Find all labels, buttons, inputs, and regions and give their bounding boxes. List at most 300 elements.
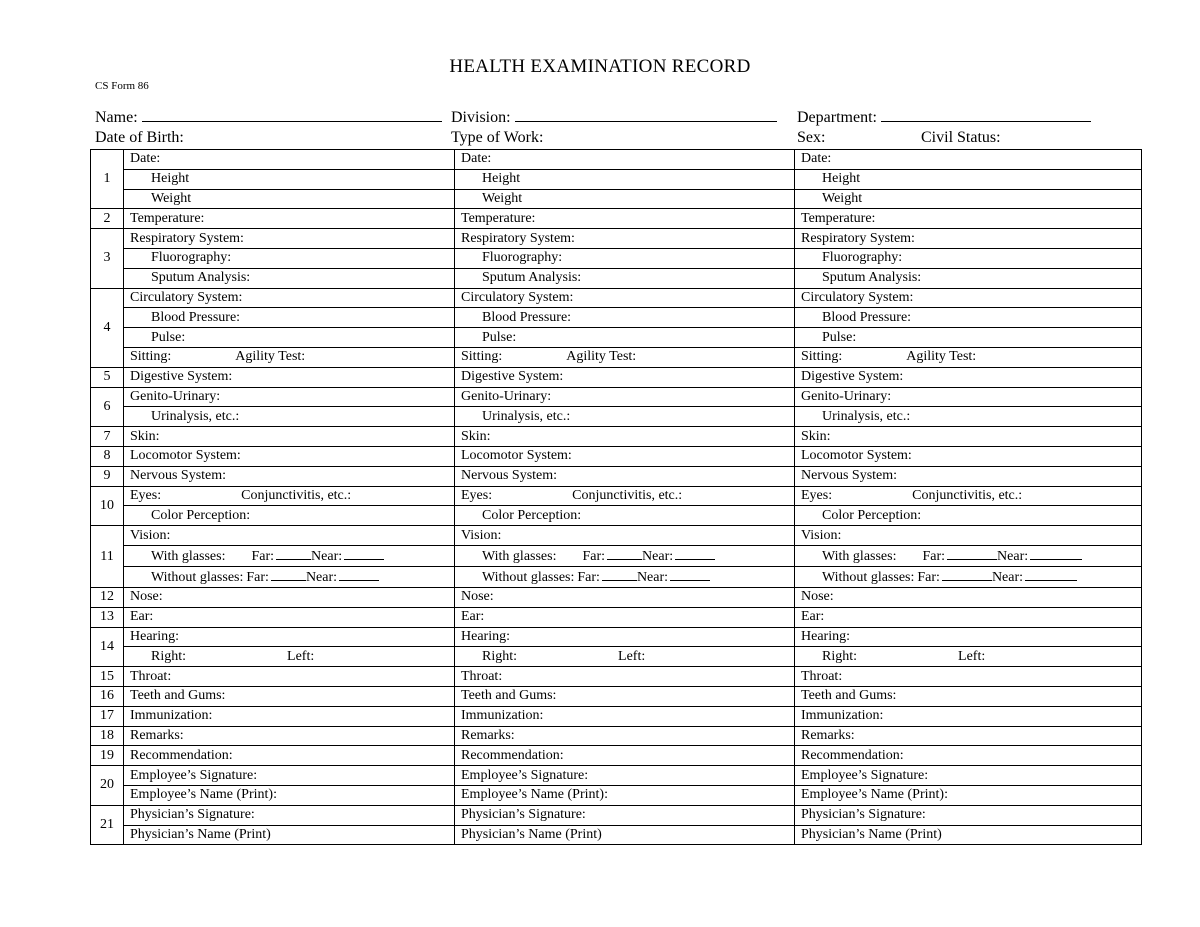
exam-cell-col-2[interactable] — [455, 506, 795, 526]
sitting-label: Sitting: — [801, 349, 843, 365]
conjunctivitis-label: Conjunctivitis, etc.: — [241, 487, 352, 503]
table-row — [91, 407, 1142, 427]
exam-cell-col-2[interactable] — [455, 686, 795, 706]
urinalysis-label: Urinalysis, etc.: — [482, 408, 571, 424]
exam-cell-col-2[interactable] — [455, 587, 795, 607]
weight-label: Weight — [151, 190, 192, 206]
emp-name-label: Employee’s Name (Print): — [130, 787, 277, 803]
cell-content — [801, 609, 824, 624]
exam-cell-col-1[interactable] — [124, 667, 455, 687]
exam-cell-col-3[interactable] — [795, 387, 1142, 407]
temperature-label: Temperature: — [130, 210, 205, 226]
exam-cell-col-2[interactable] — [455, 347, 795, 367]
cell-content — [801, 688, 896, 703]
exam-cell-col-1[interactable] — [124, 248, 455, 268]
phys-name-label: Physician’s Name (Print) — [130, 826, 271, 842]
cell-content — [801, 807, 926, 822]
table-row — [91, 308, 1142, 328]
exam-cell-col-1[interactable] — [124, 686, 455, 706]
exam-cell-col-1[interactable] — [124, 486, 455, 506]
cell-content — [130, 768, 257, 783]
hearing-label: Hearing: — [461, 628, 510, 644]
cell-content — [801, 827, 942, 842]
cell-content — [461, 807, 586, 822]
remarks-label: Remarks: — [130, 727, 184, 743]
fluorography-label: Fluorography: — [482, 250, 563, 266]
blank-line[interactable] — [344, 546, 384, 560]
work-label: Type of Work: — [451, 129, 544, 146]
cell-content — [130, 528, 170, 543]
exam-cell-col-1[interactable] — [124, 506, 455, 526]
exam-cell-col-3[interactable] — [795, 308, 1142, 328]
exam-cell-col-1[interactable] — [124, 607, 455, 627]
cell-content — [130, 269, 250, 287]
name-line[interactable] — [142, 107, 442, 122]
hearing-label: Hearing: — [130, 628, 179, 644]
blank-line[interactable] — [339, 567, 379, 581]
exam-cell-col-2[interactable] — [455, 526, 795, 546]
pulse-label: Pulse: — [822, 329, 857, 345]
cell-content — [130, 329, 185, 347]
exam-cell-col-2[interactable] — [455, 169, 795, 189]
without-glasses-label: Without glasses: — [151, 569, 244, 585]
color-perception-label: Color Perception: — [482, 507, 582, 523]
cell-content — [461, 211, 535, 226]
form-number: CS Form 86 — [95, 80, 149, 92]
exam-cell-col-2[interactable] — [455, 288, 795, 308]
cell-content — [461, 329, 516, 347]
exam-cell-col-2[interactable] — [455, 545, 795, 566]
cell-content — [801, 528, 841, 543]
cell-content — [130, 429, 160, 444]
exam-cell-col-1[interactable] — [124, 367, 455, 387]
far-label: Far: — [246, 569, 269, 585]
cell-content — [130, 589, 163, 604]
cell-content — [130, 787, 277, 802]
pulse-label: Pulse: — [151, 329, 186, 345]
exam-cell-col-3[interactable] — [795, 466, 1142, 486]
exam-cell-col-3[interactable] — [795, 446, 1142, 466]
blank-line[interactable] — [942, 567, 992, 581]
department-field[interactable] — [797, 107, 1091, 127]
exam-cell-col-3[interactable] — [795, 169, 1142, 189]
department-line[interactable] — [881, 107, 1091, 122]
cell-content — [801, 768, 928, 783]
exam-cell-col-1[interactable] — [124, 328, 455, 348]
table-row — [91, 328, 1142, 348]
recommendation-label: Recommendation: — [130, 747, 233, 763]
name-label: Name: — [95, 109, 138, 126]
blank-line[interactable] — [1025, 567, 1077, 581]
locomotor-label: Locomotor System: — [130, 448, 241, 464]
cell-content — [461, 408, 570, 426]
digestive-label: Digestive System: — [130, 369, 233, 385]
exam-cell-col-3[interactable] — [795, 587, 1142, 607]
cell-content — [801, 507, 921, 525]
far-label: Far: — [922, 548, 946, 564]
eyes-label: Eyes: — [461, 487, 493, 503]
exam-cell-col-2[interactable] — [455, 367, 795, 387]
exam-cell-col-1[interactable] — [124, 407, 455, 427]
teeth-label: Teeth and Gums: — [801, 688, 897, 704]
cell-content — [461, 688, 556, 703]
cell-content — [130, 369, 232, 384]
table-row — [91, 150, 1142, 170]
cell-content — [461, 429, 491, 444]
exam-cell-col-2[interactable] — [455, 766, 795, 786]
exam-cell-col-3[interactable] — [795, 189, 1142, 209]
exam-cell-col-2[interactable] — [455, 805, 795, 825]
emp-name-label: Employee’s Name (Print): — [801, 787, 948, 803]
digestive-label: Digestive System: — [801, 369, 904, 385]
cell-content — [461, 708, 543, 723]
exam-cell-col-3[interactable] — [795, 545, 1142, 566]
exam-cell-col-1[interactable] — [124, 746, 455, 766]
row-number: 20 — [91, 766, 124, 806]
row-number: 9 — [91, 466, 124, 486]
exam-cell-col-3[interactable] — [795, 367, 1142, 387]
exam-cell-col-3[interactable] — [795, 647, 1142, 667]
sitting-label: Sitting: — [130, 349, 172, 365]
exam-cell-col-2[interactable] — [455, 566, 795, 587]
cell-content — [461, 369, 563, 384]
cell-content — [801, 290, 913, 305]
cell-content — [130, 807, 255, 822]
table-row — [91, 545, 1142, 566]
with-glasses-label: With glasses: — [151, 548, 226, 564]
exam-cell-col-3[interactable] — [795, 328, 1142, 348]
exam-cell-col-1[interactable] — [124, 268, 455, 288]
ear-label: Ear: — [130, 609, 154, 625]
exam-cell-col-3[interactable] — [795, 407, 1142, 427]
cell-content — [130, 728, 184, 743]
row-number: 1 — [91, 150, 124, 209]
cell-content — [801, 190, 862, 208]
exam-cell-col-3[interactable] — [795, 825, 1142, 845]
exam-cell-col-2[interactable] — [455, 209, 795, 229]
exam-cell-col-1[interactable] — [124, 627, 455, 647]
cell-content — [801, 589, 834, 604]
row-number: 21 — [91, 805, 124, 845]
exam-cell-col-3[interactable] — [795, 209, 1142, 229]
exam-cell-col-3[interactable] — [795, 150, 1142, 170]
cell-content — [461, 589, 494, 604]
table-row — [91, 627, 1142, 647]
far-label: Far: — [582, 548, 606, 564]
exam-cell-col-3[interactable] — [795, 566, 1142, 587]
exam-cell-col-3[interactable] — [795, 486, 1142, 506]
exam-cell-col-3[interactable] — [795, 805, 1142, 825]
exam-cell-col-3[interactable] — [795, 427, 1142, 447]
cell-content — [801, 369, 903, 384]
exam-cell-col-2[interactable] — [455, 667, 795, 687]
far-label: Far: — [251, 548, 275, 564]
cell-content — [130, 468, 226, 483]
hearing-label: Hearing: — [801, 628, 850, 644]
near-label: Near: — [642, 548, 674, 564]
exam-cell-col-1[interactable] — [124, 766, 455, 786]
row-number: 7 — [91, 427, 124, 447]
cell-content — [461, 748, 564, 763]
cell-content — [801, 488, 1022, 503]
exam-cell-col-2[interactable] — [455, 706, 795, 726]
exam-cell-col-2[interactable] — [455, 189, 795, 209]
exam-cell-col-3[interactable] — [795, 726, 1142, 746]
exam-cell-col-2[interactable] — [455, 486, 795, 506]
weight-label: Weight — [482, 190, 523, 206]
cell-content — [461, 768, 588, 783]
table-row — [91, 805, 1142, 825]
nervous-label: Nervous System: — [461, 468, 558, 484]
table-row — [91, 825, 1142, 845]
exam-cell-col-1[interactable] — [124, 785, 455, 805]
division-line[interactable] — [515, 107, 777, 122]
exam-cell-col-3[interactable] — [795, 785, 1142, 805]
cell-content — [801, 448, 912, 463]
exam-cell-col-1[interactable] — [124, 229, 455, 249]
exam-cell-col-2[interactable] — [455, 150, 795, 170]
immunization-label: Immunization: — [801, 708, 884, 724]
exam-cell-col-2[interactable] — [455, 647, 795, 667]
fluorography-label: Fluorography: — [822, 250, 903, 266]
near-label: Near: — [305, 569, 338, 585]
civil-status-label: Civil Status: — [921, 129, 1001, 146]
near-label: Near: — [991, 569, 1024, 585]
exam-cell-col-3[interactable] — [795, 526, 1142, 546]
table-row — [91, 526, 1142, 546]
exam-cell-col-3[interactable] — [795, 506, 1142, 526]
exam-cell-col-1[interactable] — [124, 347, 455, 367]
table-row — [91, 268, 1142, 288]
exam-cell-col-2[interactable] — [455, 726, 795, 746]
exam-cell-col-1[interactable] — [124, 587, 455, 607]
blank-line[interactable] — [271, 567, 306, 581]
exam-cell-col-3[interactable] — [795, 667, 1142, 687]
cell-content — [130, 408, 239, 426]
cell-content — [461, 151, 491, 166]
exam-cell-col-3[interactable] — [795, 229, 1142, 249]
height-label: Height — [822, 171, 861, 187]
exam-cell-col-2[interactable] — [455, 746, 795, 766]
cell-content — [130, 688, 225, 703]
cell-content — [130, 290, 242, 305]
row-number: 14 — [91, 627, 124, 667]
table-row — [91, 288, 1142, 308]
cell-content — [130, 546, 384, 566]
cell-content — [461, 728, 515, 743]
exam-cell-col-1[interactable] — [124, 466, 455, 486]
skin-label: Skin: — [461, 428, 491, 444]
far-label: Far: — [577, 569, 600, 585]
row-number: 12 — [91, 587, 124, 607]
cell-content — [801, 408, 910, 426]
cell-content — [801, 567, 1077, 587]
with-glasses-label: With glasses: — [822, 548, 897, 564]
cell-content — [461, 609, 484, 624]
exam-cell-col-2[interactable] — [455, 446, 795, 466]
exam-cell-col-2[interactable] — [455, 785, 795, 805]
exam-cell-col-3[interactable] — [795, 706, 1142, 726]
exam-cell-col-1[interactable] — [124, 387, 455, 407]
genito-label: Genito-Urinary: — [801, 388, 892, 404]
vision-label: Vision: — [801, 527, 842, 543]
cell-content — [461, 231, 575, 246]
cell-content — [461, 170, 520, 188]
exam-cell-col-2[interactable] — [455, 248, 795, 268]
sputum-label: Sputum Analysis: — [482, 270, 582, 286]
right-label: Right: — [822, 648, 858, 664]
exam-cell-col-3[interactable] — [795, 268, 1142, 288]
row-number: 2 — [91, 209, 124, 229]
exam-cell-col-3[interactable] — [795, 288, 1142, 308]
exam-cell-col-1[interactable] — [124, 288, 455, 308]
exam-cell-col-2[interactable] — [455, 229, 795, 249]
exam-cell-col-1[interactable] — [124, 308, 455, 328]
exam-cell-col-3[interactable] — [795, 607, 1142, 627]
exam-cell-col-1[interactable] — [124, 209, 455, 229]
blank-line[interactable] — [1030, 546, 1082, 560]
exam-cell-col-1[interactable] — [124, 169, 455, 189]
exam-cell-col-3[interactable] — [795, 347, 1142, 367]
table-row — [91, 506, 1142, 526]
cell-content — [801, 728, 855, 743]
exam-table — [90, 149, 1142, 845]
table-row — [91, 229, 1142, 249]
exam-cell-col-2[interactable] — [455, 627, 795, 647]
exam-cell-col-2[interactable] — [455, 268, 795, 288]
cell-content — [130, 507, 250, 525]
table-row — [91, 607, 1142, 627]
blank-line[interactable] — [276, 546, 311, 560]
locomotor-label: Locomotor System: — [461, 448, 572, 464]
table-row — [91, 726, 1142, 746]
exam-cell-col-1[interactable] — [124, 706, 455, 726]
emp-signature-label: Employee’s Signature: — [461, 767, 589, 783]
temperature-label: Temperature: — [801, 210, 876, 226]
division-field[interactable] — [451, 107, 777, 127]
left-label: Left: — [958, 648, 986, 664]
vision-label: Vision: — [461, 527, 502, 543]
sitting-label: Sitting: — [461, 349, 503, 365]
exam-cell-col-3[interactable] — [795, 766, 1142, 786]
exam-cell-col-1[interactable] — [124, 189, 455, 209]
cell-content — [130, 309, 240, 327]
color-perception-label: Color Perception: — [151, 507, 251, 523]
exam-cell-col-2[interactable] — [455, 328, 795, 348]
row-number: 5 — [91, 367, 124, 387]
cell-content — [130, 827, 271, 842]
cell-content — [130, 448, 241, 463]
exam-cell-col-1[interactable] — [124, 566, 455, 587]
blank-line[interactable] — [607, 546, 642, 560]
exam-cell-col-3[interactable] — [795, 248, 1142, 268]
circulatory-label: Circulatory System: — [130, 289, 243, 305]
cell-content — [130, 567, 379, 587]
exam-cell-col-2[interactable] — [455, 825, 795, 845]
genito-label: Genito-Urinary: — [461, 388, 552, 404]
table-row — [91, 248, 1142, 268]
sputum-label: Sputum Analysis: — [822, 270, 922, 286]
exam-cell-col-1[interactable] — [124, 545, 455, 566]
cell-content — [801, 748, 904, 763]
cell-content — [130, 190, 191, 208]
with-glasses-label: With glasses: — [482, 548, 557, 564]
cell-content — [130, 748, 233, 763]
genito-label: Genito-Urinary: — [130, 388, 221, 404]
exam-cell-col-3[interactable] — [795, 746, 1142, 766]
exam-cell-col-2[interactable] — [455, 427, 795, 447]
exam-cell-col-1[interactable] — [124, 526, 455, 546]
exam-cell-col-2[interactable] — [455, 407, 795, 427]
cell-content — [801, 329, 856, 347]
table-row — [91, 566, 1142, 587]
emp-signature-label: Employee’s Signature: — [130, 767, 258, 783]
cell-content — [801, 269, 921, 287]
phys-signature-label: Physician’s Signature: — [130, 807, 255, 823]
cell-content — [461, 567, 710, 587]
exam-cell-col-1[interactable] — [124, 446, 455, 466]
exam-cell-col-3[interactable] — [795, 627, 1142, 647]
cell-content — [801, 151, 831, 166]
exam-cell-col-2[interactable] — [455, 387, 795, 407]
table-row — [91, 446, 1142, 466]
vision-label: Vision: — [130, 527, 171, 543]
respiratory-label: Respiratory System: — [461, 230, 575, 246]
blank-line[interactable] — [675, 546, 715, 560]
exam-cell-col-2[interactable] — [455, 308, 795, 328]
exam-cell-col-2[interactable] — [455, 607, 795, 627]
cell-content — [801, 389, 891, 404]
cell-content — [130, 389, 220, 404]
ear-label: Ear: — [461, 609, 485, 625]
exam-cell-col-1[interactable] — [124, 825, 455, 845]
table-row — [91, 706, 1142, 726]
cell-content — [801, 546, 1082, 566]
table-row — [91, 387, 1142, 407]
blank-line[interactable] — [947, 546, 997, 560]
page-title: HEALTH EXAMINATION RECORD — [449, 56, 751, 77]
cell-content — [461, 290, 573, 305]
exam-cell-col-1[interactable] — [124, 647, 455, 667]
cell-content — [130, 170, 189, 188]
exam-cell-col-1[interactable] — [124, 805, 455, 825]
row-number: 18 — [91, 726, 124, 746]
cell-content — [461, 787, 608, 802]
name-field[interactable] — [95, 107, 442, 127]
exam-cell-col-2[interactable] — [455, 466, 795, 486]
cell-content — [461, 669, 502, 684]
cell-content — [130, 609, 153, 624]
exam-cell-col-1[interactable] — [124, 427, 455, 447]
respiratory-label: Respiratory System: — [130, 230, 244, 246]
height-label: Height — [151, 171, 190, 187]
cell-content — [130, 349, 305, 364]
exam-cell-col-1[interactable] — [124, 726, 455, 746]
blank-line[interactable] — [602, 567, 637, 581]
left-label: Left: — [287, 648, 315, 664]
conjunctivitis-label: Conjunctivitis, etc.: — [912, 487, 1023, 503]
exam-cell-col-1[interactable] — [124, 150, 455, 170]
exam-cell-col-3[interactable] — [795, 686, 1142, 706]
far-label: Far: — [917, 569, 940, 585]
height-label: Height — [482, 171, 521, 187]
blank-line[interactable] — [670, 567, 710, 581]
row-number: 8 — [91, 446, 124, 466]
table-row — [91, 466, 1142, 486]
color-perception-label: Color Perception: — [822, 507, 922, 523]
table-row — [91, 766, 1142, 786]
cell-content — [130, 488, 351, 503]
